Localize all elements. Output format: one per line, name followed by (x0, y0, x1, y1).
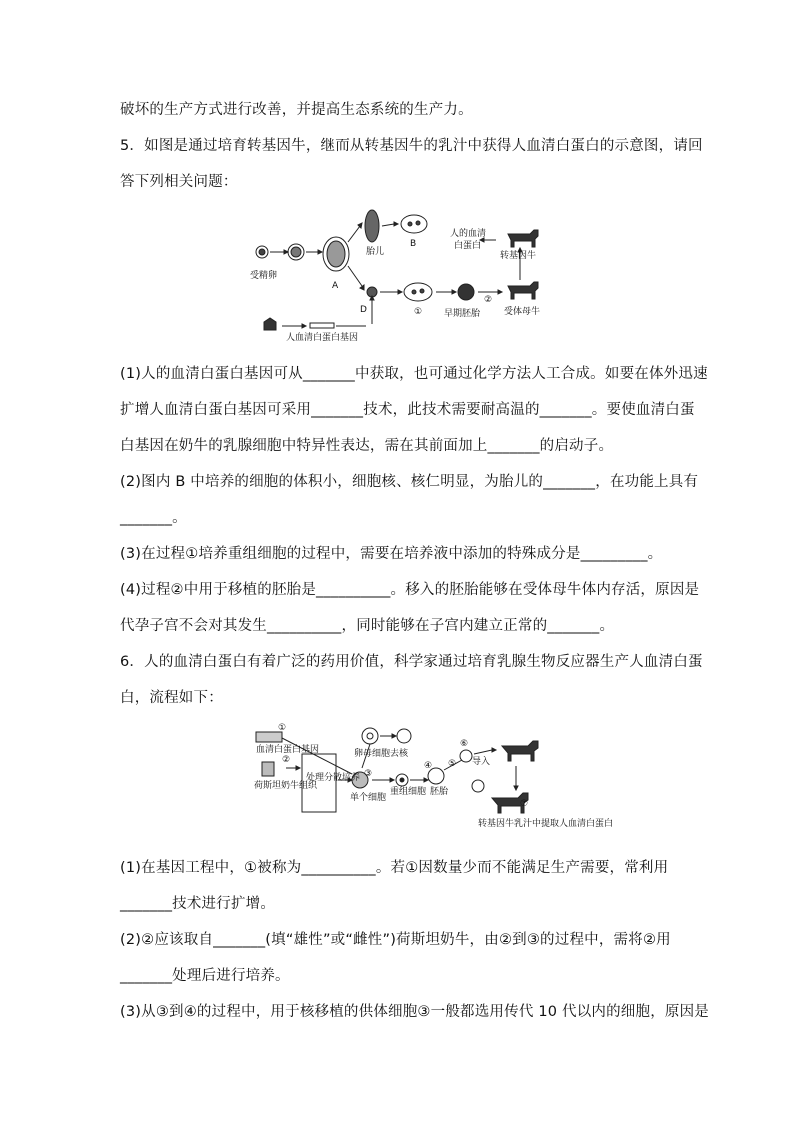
text-line: 代孕子宫不会对其发生__________，同时能够在子宫内建立正常的_______。 (120, 618, 615, 634)
label-step2: ② (484, 295, 493, 305)
egg-label: 卵母细胞去核 (354, 749, 409, 759)
label-D: D (360, 305, 367, 315)
text-line: (4)过程②中用于移植的胚胎是__________。移入的胚胎能够在受体母牛体内存活，原因是 (120, 582, 700, 598)
text-line: _______技术进行扩增。 (120, 896, 276, 912)
text-line: (3)在过程①培养重组细胞的过程中，需要在培养液中添加的特殊成分是_________。 (120, 546, 663, 562)
text-line: 破坏的生产方式进行改善，并提高生态系统的生产力。 (120, 102, 473, 118)
figure-transgenic-cow (248, 204, 548, 344)
text-line: 白基因在奶牛的乳腺细胞中特异性表达，需在其前面加上_______的启动子。 (120, 438, 614, 454)
text-line: 6．人的血清白蛋白有着广泛的药用价值，科学家通过培育乳腺生物反应器生产人血清白蛋 (120, 654, 703, 670)
n1: ① (278, 723, 287, 733)
text-line: (3)从③到④的过程中，用于核移植的供体细胞③一般都选用传代 10 代以内的细胞，原因是 (120, 1004, 710, 1020)
text-line: (1)人的血清白蛋白基因可从_______中获取，也可通过化学方法人工合成。如要在体外迅速 (120, 366, 708, 382)
n3: ③ (364, 769, 373, 779)
label-transgenic-cow: 转基因牛 (500, 251, 537, 261)
label-human-albumin: 人的血清 (450, 229, 487, 239)
tissue-label: 荷斯坦奶牛组织 (254, 781, 318, 791)
embryo-label: 胚胎 (430, 787, 449, 797)
label-A: A (332, 281, 339, 291)
text-line: 白，流程如下： (120, 690, 223, 706)
recon-label: 重组细胞 (390, 787, 427, 797)
text-line: _______。 (120, 510, 187, 526)
text-line: 5．如图是通过培育转基因牛，继而从转基因牛的乳汁中获得人血清白蛋白的示意图，请回 (120, 138, 703, 154)
text-line: (2)②应该取自_______(填“雄性”或“雌性”)荷斯坦奶牛，由②到③的过程中，需将②用 (120, 932, 671, 948)
text-line: _______处理后进行培养。 (120, 968, 290, 984)
process-label: 处理分散培养 (306, 773, 361, 783)
n5: ⑤ (448, 759, 457, 769)
label-fetus: 胎儿 (366, 247, 385, 257)
n2: ② (282, 755, 291, 765)
milk-label: 转基因牛乳汁中提取人血清白蛋白 (478, 819, 614, 829)
label-B: B (410, 239, 417, 249)
n4: ④ (424, 761, 433, 771)
label-albumin: 白蛋白 (454, 241, 482, 251)
text-line: 答下列相关问题： (120, 174, 238, 190)
label-gene: 人血清白蛋白基因 (286, 333, 359, 343)
n6: ⑥ (460, 739, 469, 749)
label-step1: ① (414, 307, 423, 317)
gene-label: 血清白蛋白基因 (256, 745, 320, 755)
figure-albumin-flow (252, 720, 614, 840)
transfer-label: 导入 (472, 757, 491, 767)
single-cell-label: 单个细胞 (350, 793, 387, 803)
label-recipient-cow: 受体母牛 (504, 307, 541, 317)
text-line: 扩增人血清白蛋白基因可采用_______技术，此技术需要耐高温的_______。要使血清白蛋 (120, 402, 695, 418)
label-fertilized-egg: 受精卵 (250, 271, 278, 281)
n7: ⑦ (520, 799, 529, 809)
label-early-embryo: 早期胚胎 (444, 309, 481, 319)
text-line: (2)图内 B 中培养的细胞的体积小，细胞核、核仁明显，为胎儿的_______，在功能上具有 (120, 474, 699, 490)
text-line: (1)在基因工程中，①被称为__________。若①因数量少而不能满足生产需要，常利用 (120, 860, 669, 876)
